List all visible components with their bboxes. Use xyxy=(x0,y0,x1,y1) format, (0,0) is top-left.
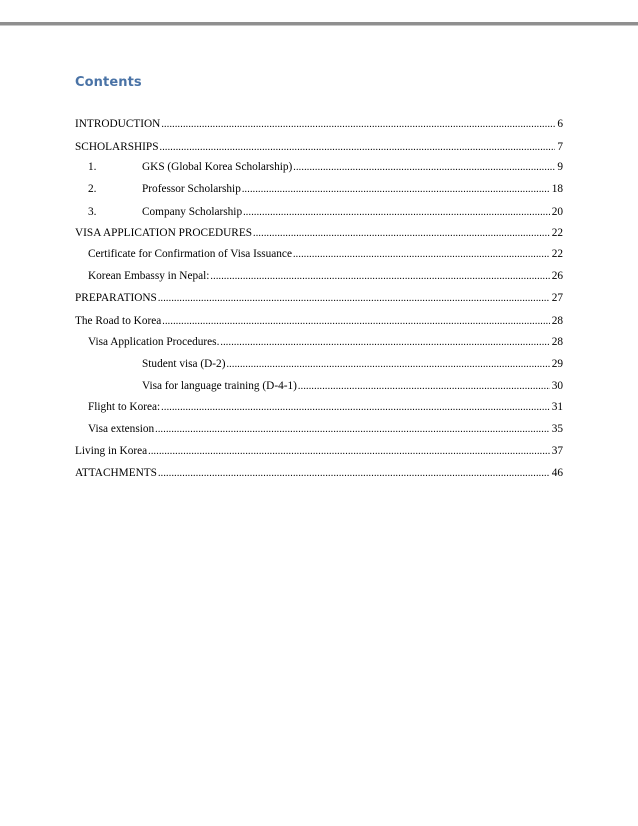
toc-entry-label: PREPARATIONS xyxy=(75,292,157,304)
dot-leader xyxy=(210,271,549,282)
dot-leader xyxy=(158,468,550,479)
toc-entry-page: 28 xyxy=(551,336,563,348)
toc-entry-preparations[interactable] xyxy=(75,290,563,304)
toc-entry-page: 46 xyxy=(551,467,563,479)
toc-entry-label: Company Scholarship xyxy=(142,206,243,218)
dot-leader xyxy=(161,402,550,413)
toc-entry-visa-application-procedures[interactable] xyxy=(75,225,563,239)
toc-entry-visa-application-procedures-sub[interactable] xyxy=(88,334,563,348)
toc-entry-label: Student visa (D-2) xyxy=(142,358,226,370)
toc-entry-certificate-visa-issuance[interactable] xyxy=(88,246,563,260)
dot-leader xyxy=(148,446,550,457)
toc-entry-number: 2. xyxy=(88,183,97,195)
toc-entry-page: 9 xyxy=(557,161,563,173)
toc-entry-page: 27 xyxy=(551,292,563,304)
dot-leader xyxy=(293,249,550,260)
toc-entry-label: Certificate for Confirmation of Visa Issuance xyxy=(88,248,292,260)
toc-entry-page: 26 xyxy=(551,270,563,282)
toc-entry-label: ATTACHMENTS xyxy=(75,467,157,479)
dot-leader xyxy=(298,381,550,392)
toc-entry-page: 6 xyxy=(557,118,563,130)
toc-entry-number: 3. xyxy=(88,206,97,218)
dot-leader xyxy=(253,228,550,239)
toc-entry-number: 1. xyxy=(88,161,97,173)
toc-entry-page: 22 xyxy=(551,248,563,260)
toc-entry-student-visa[interactable] xyxy=(142,356,563,370)
toc-entry-label: Professor Scholarship xyxy=(142,183,241,195)
toc-entry-label: SCHOLARSHIPS xyxy=(75,141,159,153)
dot-leader xyxy=(155,424,550,435)
dot-leader xyxy=(226,359,549,370)
toc-entry-professor-scholarship[interactable] xyxy=(88,181,563,195)
toc-entry-flight-to-korea[interactable] xyxy=(88,399,563,413)
toc-entry-introduction[interactable] xyxy=(75,116,563,130)
toc-entry-language-training-visa[interactable] xyxy=(142,378,563,392)
dot-leader xyxy=(242,184,550,195)
toc-entry-page: 18 xyxy=(551,183,563,195)
dot-leader xyxy=(243,207,550,218)
toc-entry-label: Visa for language training (D-4-1) xyxy=(142,380,297,392)
dot-leader xyxy=(293,162,555,173)
toc-entry-korean-embassy-nepal[interactable] xyxy=(88,268,563,282)
toc-entry-page: 31 xyxy=(551,401,563,413)
dot-leader xyxy=(158,293,550,304)
toc-entry-living-in-korea[interactable] xyxy=(75,443,563,457)
toc-entry-label: Flight to Korea: xyxy=(88,401,161,413)
toc-entry-label: Visa extension xyxy=(88,423,155,435)
dot-leader xyxy=(160,142,556,153)
toc-entry-gks[interactable] xyxy=(88,159,563,173)
toc-entry-attachments[interactable] xyxy=(75,465,563,479)
toc-entry-label: INTRODUCTION xyxy=(75,118,161,130)
toc-heading: Contents xyxy=(75,75,142,90)
toc-entry-label: GKS (Global Korea Scholarship) xyxy=(142,161,293,173)
toc-entry-page: 28 xyxy=(551,315,563,327)
toc-entry-page: 20 xyxy=(551,206,563,218)
toc-entry-label: Living in Korea xyxy=(75,445,148,457)
toc-entry-label: Korean Embassy in Nepal: xyxy=(88,270,210,282)
toc-entry-visa-extension[interactable] xyxy=(88,421,563,435)
dot-leader xyxy=(162,316,549,327)
toc-entry-scholarships[interactable] xyxy=(75,139,563,153)
toc-entry-label: VISA APPLICATION PROCEDURES xyxy=(75,227,253,239)
dot-leader xyxy=(220,337,549,348)
toc-entry-page: 37 xyxy=(551,445,563,457)
toc-entry-label: The Road to Korea xyxy=(75,315,162,327)
toc-entry-page: 22 xyxy=(551,227,563,239)
header-rule xyxy=(0,22,638,26)
toc-entry-page: 35 xyxy=(551,423,563,435)
toc-entry-page: 7 xyxy=(557,141,563,153)
toc-entry-page: 30 xyxy=(551,380,563,392)
toc-entry-road-to-korea[interactable] xyxy=(75,313,563,327)
toc-entry-company-scholarship[interactable] xyxy=(88,204,563,218)
toc-entry-page: 29 xyxy=(551,358,563,370)
toc-entry-label: Visa Application Procedures. xyxy=(88,336,220,348)
dot-leader xyxy=(161,119,555,130)
